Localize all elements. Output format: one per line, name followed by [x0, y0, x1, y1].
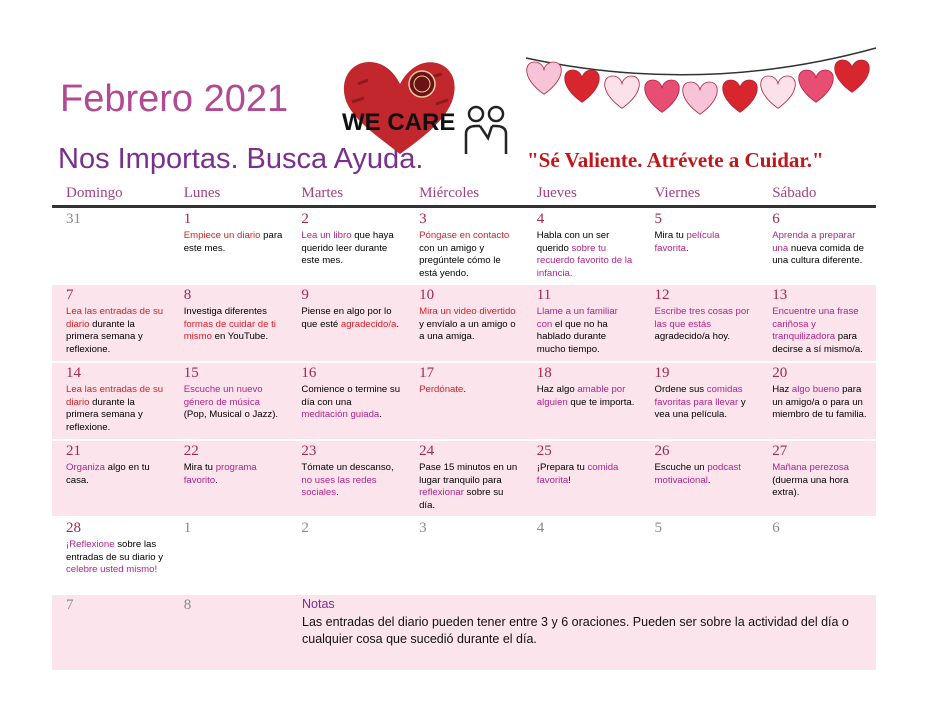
- day-activity: Investiga diferentes formas de cuidar de ti mismo en YouTube.: [183, 306, 276, 343]
- day-cell: [758, 441, 875, 516]
- day-activity: Pase 15 minutos en un lugar tranquilo para reflexionar sobre su día.: [419, 462, 518, 511]
- day-cell: [405, 518, 522, 594]
- notes-row: [52, 595, 876, 670]
- day-cell: [52, 209, 169, 283]
- day-activity: Póngase en contacto con un amigo y pregúntele cómo le está yendo.: [419, 230, 510, 279]
- day-activity: Llame a un familiar con el que no ha hablado durante mucho tiempo.: [536, 306, 618, 355]
- day-number: 2: [301, 520, 309, 536]
- day-cell: [641, 285, 758, 361]
- day-number: 4: [536, 520, 545, 536]
- day-number: 3: [419, 520, 427, 536]
- day-cell: [52, 363, 169, 439]
- day-cell: [523, 441, 640, 516]
- day-cell: [170, 285, 287, 361]
- day-cell: [170, 441, 287, 516]
- week-row: [52, 209, 876, 283]
- bunting-heart-icon: [683, 82, 718, 114]
- day-activity: Piense en algo por lo que esté agradecido/a.: [301, 306, 400, 330]
- day-number: 16: [301, 365, 317, 381]
- day-number: 21: [66, 443, 81, 459]
- notes-title: Notas: [302, 597, 335, 611]
- day-activity: Escribe tres cosas por las que estás agradecido/a hoy.: [654, 306, 750, 343]
- day-activity: Escuche un nuevo género de música (Pop, Musical o Jazz).: [183, 384, 279, 421]
- day-number: 24: [419, 443, 435, 459]
- day-number: 8: [183, 287, 192, 303]
- day-number: 17: [419, 365, 435, 381]
- bunting-heart-icon: [565, 70, 600, 102]
- day-number: 27: [772, 443, 788, 459]
- day-number: 9: [301, 287, 309, 303]
- day-cell: [52, 595, 169, 670]
- day-cell: [641, 209, 758, 283]
- day-number: 4: [536, 211, 545, 227]
- heart-bunting: [522, 44, 880, 134]
- day-activity: Mira tu programa favorito.: [183, 462, 257, 486]
- day-number: 7: [66, 597, 74, 613]
- day-number: 3: [419, 211, 427, 227]
- day-cell: [405, 285, 522, 361]
- weekday-5: Viernes: [654, 185, 701, 201]
- day-number: 6: [772, 520, 780, 536]
- day-activity: ¡Prepara tu comida favorita!: [536, 462, 619, 486]
- weekday-0: Domingo: [66, 185, 123, 201]
- day-activity: Haz algo bueno para un amigo/a o para un miembro de tu familia.: [772, 384, 867, 421]
- day-activity: Lea un libro que haya querido leer durante este mes.: [301, 230, 394, 267]
- slogan: "Sé Valiente. Atrévete a Cuidar.": [527, 148, 824, 172]
- day-activity: Mañana perezosa (duerma una hora extra).: [772, 462, 849, 499]
- calendar-title: Febrero 2021: [60, 78, 289, 120]
- bunting-heart-icon: [605, 76, 640, 108]
- bunting-heart-icon: [527, 62, 562, 94]
- bunting-heart-icon: [645, 80, 680, 112]
- day-number: 23: [301, 443, 317, 459]
- day-number: 1: [183, 211, 192, 227]
- day-activity: Mira tu película favorita.: [654, 230, 720, 254]
- bunting-heart-icon: [835, 60, 870, 92]
- bunting-heart-icon: [723, 80, 758, 112]
- day-cell: [405, 441, 522, 516]
- day-number: 22: [183, 443, 199, 459]
- week-row: [52, 518, 876, 594]
- day-activity: Comience o termine su día con una meditación guiada.: [301, 384, 401, 421]
- day-number: 19: [654, 365, 670, 381]
- week-row: [52, 285, 876, 361]
- day-cell: [405, 363, 522, 439]
- day-cell: [758, 285, 875, 361]
- people-icon: [466, 107, 506, 154]
- day-activity: Haz algo amable por alguien que te importa.: [536, 384, 635, 408]
- we-care-logo: [338, 54, 528, 164]
- day-number: 12: [654, 287, 670, 303]
- day-number: 5: [654, 520, 662, 536]
- day-number: 31: [66, 211, 81, 227]
- day-cell: [287, 363, 404, 439]
- bunting-heart-icon: [799, 70, 834, 102]
- seal-icon: [409, 71, 435, 97]
- day-number: 14: [66, 365, 81, 381]
- weekday-1: Lunes: [183, 185, 221, 201]
- day-cell: [405, 209, 522, 283]
- day-number: 10: [419, 287, 435, 303]
- weekday-4: Jueves: [536, 185, 577, 201]
- day-cell: [52, 518, 169, 594]
- day-cell: [170, 363, 287, 439]
- day-cell: [170, 595, 287, 670]
- day-cell: [287, 441, 404, 516]
- day-cell: [523, 363, 640, 439]
- day-cell: [758, 209, 875, 283]
- notes-text: Las entradas del diario pueden tener entre 3 y 6 oraciones. Pueden ser sobre la actividad del día o cualquier cosa que sucedió durante el día.: [302, 615, 849, 646]
- day-cell: [523, 518, 640, 594]
- day-cell: [523, 285, 640, 361]
- day-cell: [52, 441, 169, 516]
- weekday-2: Martes: [301, 185, 344, 201]
- notes-section: [302, 597, 862, 648]
- bunting-heart-icon: [761, 76, 796, 108]
- weekday-header: [52, 185, 876, 203]
- day-cell: [287, 209, 404, 283]
- day-number: 5: [654, 211, 662, 227]
- day-activity: Perdónate.: [419, 384, 467, 395]
- day-number: 28: [66, 520, 81, 536]
- day-cell: [170, 209, 287, 283]
- day-number: 18: [536, 365, 552, 381]
- day-activity: ¡Reflexione sobre las entradas de su diario y celebre usted mismo!: [66, 539, 164, 576]
- day-activity: Lea las entradas de su diario durante la primera semana y reflexione.: [66, 306, 164, 355]
- day-number: 20: [772, 365, 788, 381]
- weekday-6: Sábado: [772, 185, 817, 201]
- day-cell: [287, 518, 404, 594]
- header-divider: [52, 205, 876, 208]
- day-number: 1: [183, 520, 192, 536]
- day-number: 7: [66, 287, 74, 303]
- svg-text:WE CARE: WE CARE: [342, 109, 456, 136]
- day-activity: Tómate un descanso, no uses las redes sociales.: [301, 462, 394, 499]
- day-cell: [170, 518, 287, 594]
- day-number: 6: [772, 211, 780, 227]
- day-number: 25: [536, 443, 552, 459]
- day-cell: [641, 363, 758, 439]
- day-activity: Escuche un podcast motivacional.: [654, 462, 741, 486]
- day-cell: [641, 518, 758, 594]
- day-number: 8: [183, 597, 192, 613]
- weekday-3: Miércoles: [419, 185, 480, 201]
- day-number: 2: [301, 211, 309, 227]
- day-cell: [52, 285, 169, 361]
- day-cell: [641, 441, 758, 516]
- day-activity: Mira un video divertido y envíalo a un amigo o a una amiga.: [419, 306, 516, 343]
- day-activity: Organiza algo en tu casa.: [66, 462, 150, 486]
- day-cell: [523, 209, 640, 283]
- day-activity: Empiece un diario para este mes.: [183, 230, 283, 254]
- day-number: 26: [654, 443, 670, 459]
- week-row: [52, 363, 876, 439]
- day-activity: Encuentre una frase cariñosa y tranquilizadora para decirse a sí mismo/a.: [772, 306, 863, 355]
- day-cell: [758, 518, 875, 594]
- calendar-subtitle: Nos Importas. Busca Ayuda.: [58, 143, 424, 175]
- day-number: 11: [536, 287, 552, 303]
- week-row: [52, 441, 876, 516]
- day-activity: Habla con un ser querido sobre tu recuerdo favorito de la infancia.: [536, 230, 633, 279]
- day-number: 15: [183, 365, 199, 381]
- day-cell: [758, 363, 875, 439]
- day-number: 13: [772, 287, 788, 303]
- day-activity: Ordene sus comidas favoritas para llevar y vea una película.: [654, 384, 746, 421]
- day-cell: [287, 285, 404, 361]
- day-activity: Lea las entradas de su diario durante la primera semana y reflexione.: [66, 384, 164, 433]
- day-activity: Aprenda a preparar una nueva comida de una cultura diferente.: [772, 230, 864, 267]
